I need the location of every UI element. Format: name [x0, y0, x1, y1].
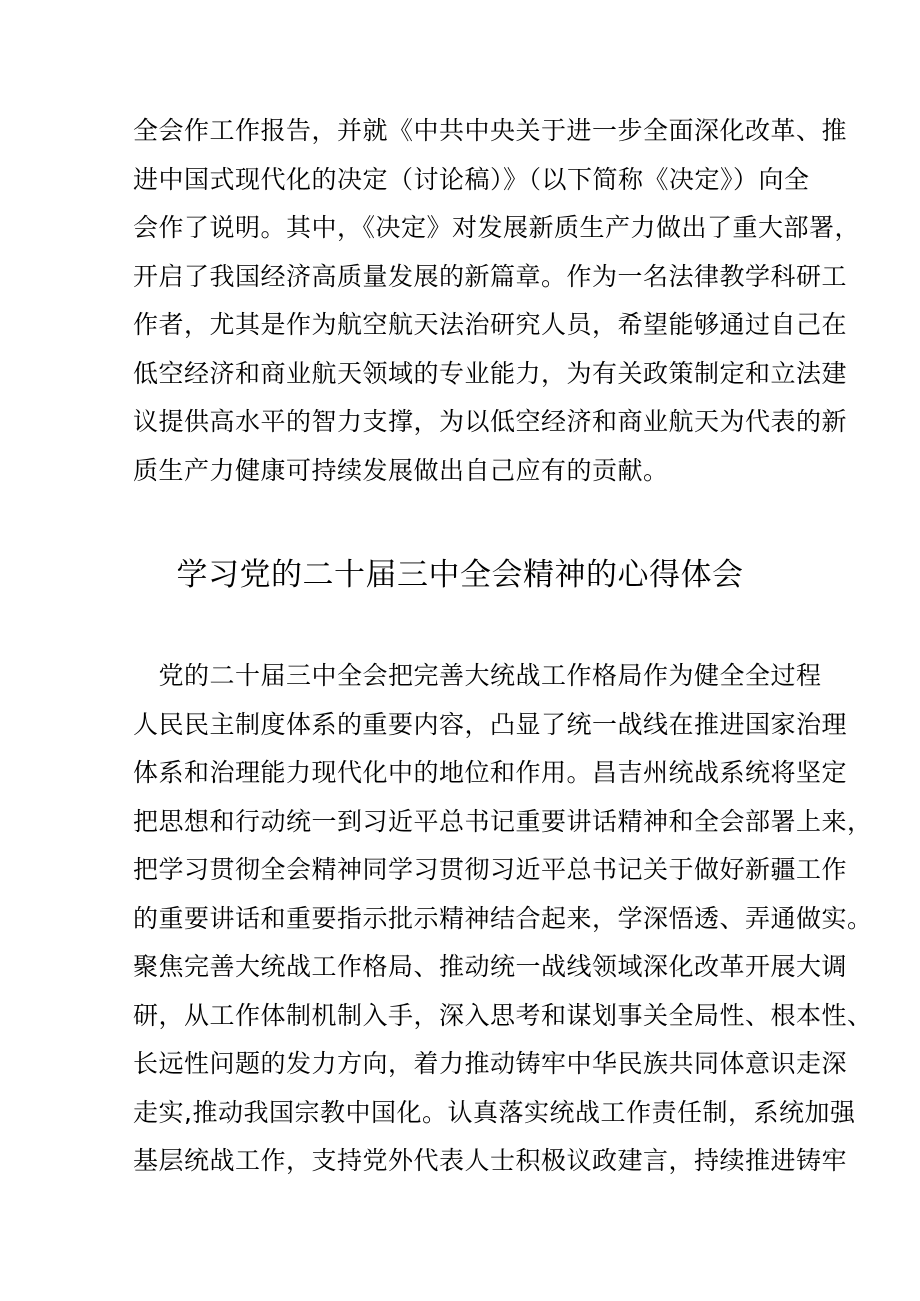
paragraph-line: 作者，尤其是作为航空航天法治研究人员，希望能够通过自己在 [133, 310, 848, 339]
paragraph-line: 会作了说明。其中，《决定》对发展新质生产力做出了重大部署， [133, 213, 861, 242]
paragraph-line: 长远性问题的发力方向，着力推动铸牢中华民族共同体意识走深 [133, 1049, 848, 1078]
paragraph-line: 低空经济和商业航天领域的专业能力，为有关政策制定和立法建 [133, 358, 848, 388]
paragraph-line: 全会作工作报告，并就《中共中央关于进一步全面深化改革、推 [133, 116, 848, 145]
paragraph-line: 议提供高水平的智力支撑，为以低空经济和商业航天为代表的新 [133, 407, 848, 436]
paragraph-line: 把学习贯彻全会精神同学习贯彻习近平总书记关于做好新疆工作 [133, 855, 848, 884]
body-paragraph [133, 652, 873, 1186]
paragraph-line: 党的二十届三中全会把完善大统战工作格局作为健全全过程 [133, 661, 822, 690]
paragraph-line: 走实,推动我国宗教中国化。认真落实统战工作责任制，系统加强 [133, 1097, 856, 1127]
paragraph-line: 聚焦完善大统战工作格局、推动统一战线领域深化改革开展大调 [133, 952, 848, 981]
continuation-paragraph [133, 107, 861, 495]
paragraph-line: 的重要讲话和重要指示批示精神结合起来，学深悟透、弄通做实。 [133, 903, 873, 933]
paragraph-line: 进中国式现代化的决定（讨论稿）》（以下简称《决定》）向全 [133, 164, 810, 194]
paragraph-line: 人民民主制度体系的重要内容，凸显了统一战线在推进国家治理 [133, 709, 848, 739]
paragraph-line: 开启了我国经济高质量发展的新篇章。作为一名法律教学科研工 [133, 261, 848, 291]
section-title: 学习党的二十届三中全会精神的心得体会 [176, 557, 744, 593]
paragraph-line: 研，从工作体制机制入手，深入思考和谋划事关全局性、根本性、 [133, 1000, 873, 1030]
paragraph-line: 体系和治理能力现代化中的地位和作用。昌吉州统战系统将坚定 [133, 758, 848, 787]
paragraph-line: 把思想和行动统一到习近平总书记重要讲话精神和全会部署上来， [133, 806, 873, 836]
paragraph-line: 基层统战工作，支持党外代表人士积极议政建言，持续推进铸牢 [133, 1146, 848, 1175]
paragraph-line: 质生产力健康可持续发展做出自己应有的贡献。 [133, 455, 669, 485]
